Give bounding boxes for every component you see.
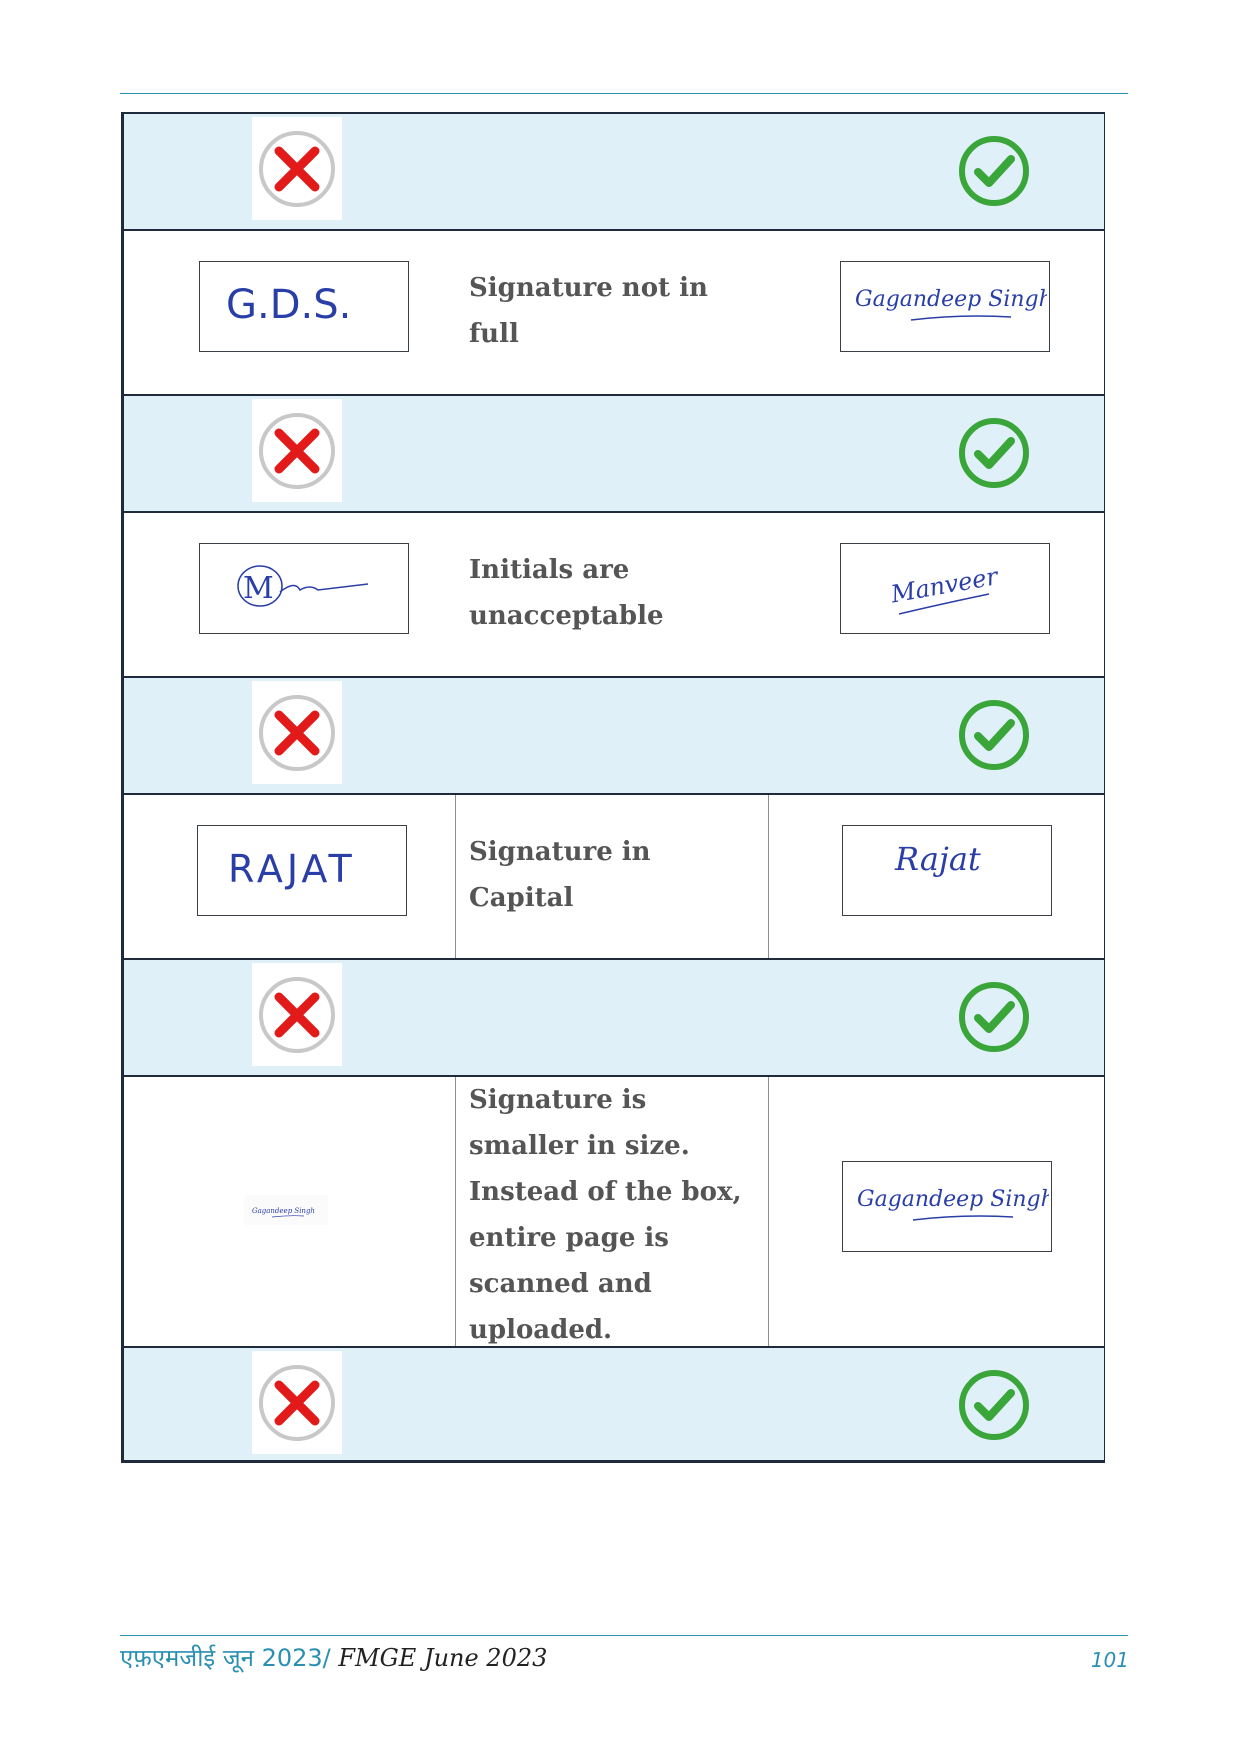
small-signature-scan [244, 1195, 328, 1225]
example-row [124, 511, 1104, 676]
row-description [469, 829, 651, 921]
cross-icon [252, 399, 342, 502]
footer-hindi: एफ़एमजीई जून 2023/ [120, 1644, 331, 1672]
bad-signature-text: RAJAT [228, 847, 356, 891]
good-signature-text: Manveer [888, 562, 1000, 609]
row-description [469, 1077, 742, 1353]
good-signature-box [840, 261, 1050, 352]
icon-band [124, 676, 1104, 793]
good-signature-text: Rajat [895, 840, 981, 878]
cross-icon [252, 1351, 342, 1454]
icon-band [124, 112, 1104, 229]
bad-signature-text: G.D.S. [226, 282, 352, 328]
header-rule [120, 93, 1128, 94]
signature-examples-table [121, 112, 1105, 1463]
column-divider [768, 795, 769, 958]
bad-signature-text: Gagandeep Singh [252, 1207, 315, 1215]
column-divider [768, 1077, 769, 1346]
example-row [124, 1075, 1104, 1346]
check-icon [957, 698, 1031, 772]
description-text: Initials are unacceptable [469, 555, 664, 631]
description-text: Signature is smaller in size. Instead of the box, entire page is scanned and uploaded. [469, 1085, 742, 1345]
icon-band [124, 394, 1104, 511]
footer-title [120, 1641, 547, 1674]
icon-band [124, 958, 1104, 1075]
good-signature-box [842, 825, 1052, 916]
column-divider [455, 1077, 456, 1346]
bad-signature-box [199, 261, 409, 352]
footer-english: FMGE June 2023 [330, 1644, 548, 1672]
page-number: 101 [1090, 1648, 1129, 1672]
good-signature-text: Gagandeep Singh [855, 287, 1047, 312]
check-icon [957, 134, 1031, 208]
check-icon [957, 1368, 1031, 1442]
row-description [469, 265, 708, 357]
good-signature-box [840, 543, 1050, 634]
bad-signature-box [199, 543, 409, 634]
footer-rule [120, 1635, 1128, 1636]
column-divider [455, 795, 456, 958]
cross-icon [252, 963, 342, 1066]
description-text: Signature in Capital [469, 837, 651, 913]
check-icon [957, 980, 1031, 1054]
icon-band [124, 1346, 1104, 1463]
description-text: Signature not in full [469, 273, 708, 349]
good-signature-box [842, 1161, 1052, 1252]
bad-signature-text: M [243, 571, 274, 606]
bad-signature-box [197, 825, 407, 916]
good-signature-text: Gagandeep Singh [857, 1187, 1049, 1212]
check-icon [957, 416, 1031, 490]
example-row [124, 793, 1104, 958]
cross-icon [252, 681, 342, 784]
example-row [124, 229, 1104, 394]
row-description [469, 547, 664, 639]
cross-icon [252, 117, 342, 220]
